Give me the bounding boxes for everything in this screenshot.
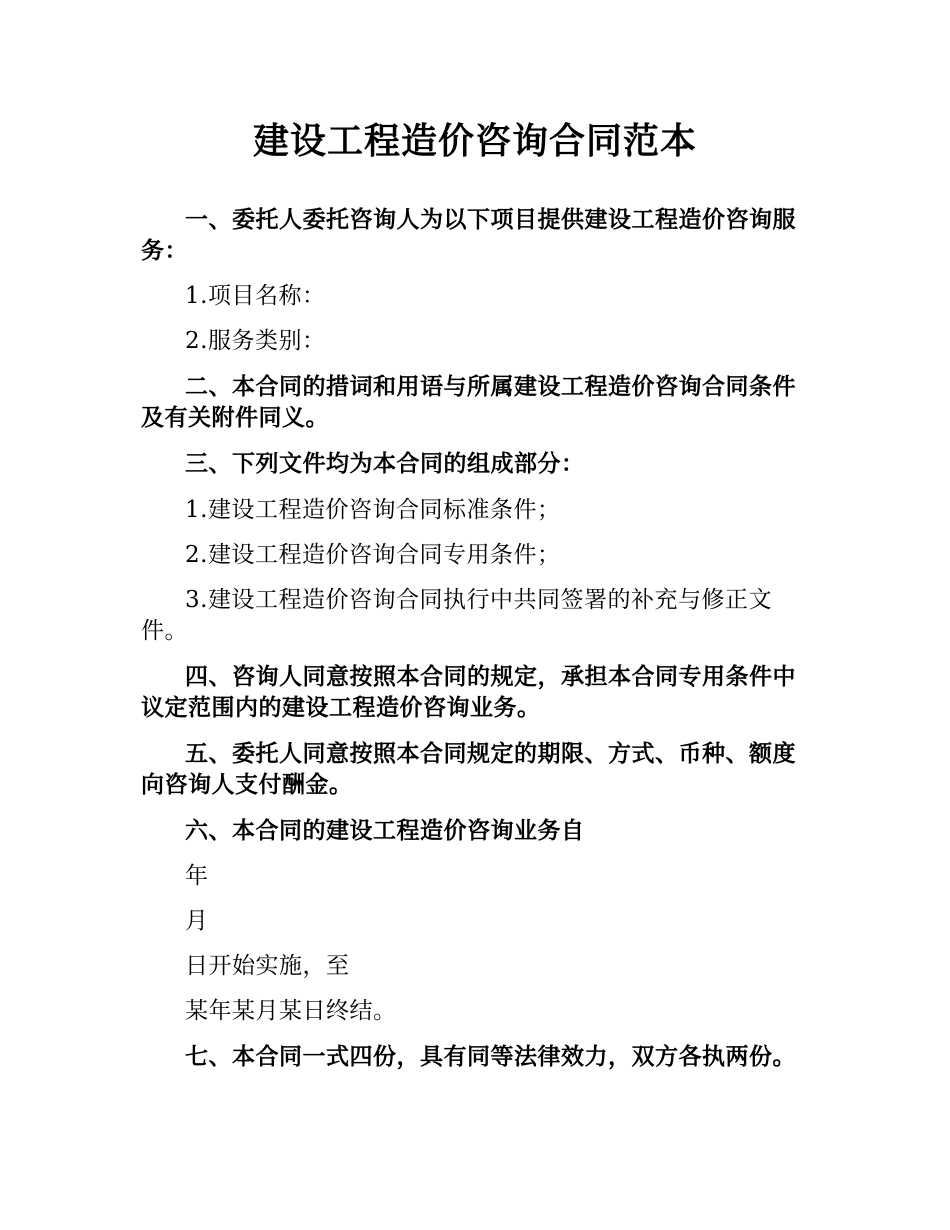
- clause-1-item-project-name: 1.项目名称：: [185, 283, 326, 309]
- clause-6-year: 年: [185, 863, 209, 889]
- clause-3-item-standard-conditions: 1.建设工程造价咨询合同标准条件；: [185, 497, 561, 523]
- clause-3-item-special-conditions: 2.建设工程造价咨询合同专用条件；: [185, 542, 561, 568]
- clause-6-month: 月: [185, 908, 209, 934]
- clause-3: 三、下列文件均为本合同的组成部分：: [185, 451, 585, 477]
- clause-2: 二、本合同的措词和用语与所属建设工程造价咨询合同条件及有关附件同义。: [141, 374, 796, 431]
- clause-3-item-supplements: 3.建设工程造价咨询合同执行中共同签署的补充与修正文件。: [141, 587, 772, 644]
- clause-6-day-start: 日开始实施，至: [185, 953, 350, 979]
- clause-7: 七、本合同一式四份，具有同等法律效力，双方各执两份。: [185, 1044, 796, 1070]
- clause-6: 六、本合同的建设工程造价咨询业务自: [185, 818, 585, 844]
- clause-4: 四、咨询人同意按照本合同的规定，承担本合同专用条件中议定范围内的建设工程造价咨询业务。: [141, 664, 796, 721]
- document-title: 建设工程造价咨询合同范本: [252, 121, 697, 162]
- clause-5: 五、委托人同意按照本合同规定的期限、方式、币种、额度向咨询人支付酬金。: [141, 741, 796, 798]
- document-body: [141, 205, 811, 1073]
- clause-1-item-service-category: 2.服务类别：: [185, 328, 326, 354]
- clause-1: 一、委托人委托咨询人为以下项目提供建设工程造价咨询服务：: [141, 207, 796, 264]
- clause-6-end-date: 某年某月某日终结。: [185, 998, 397, 1024]
